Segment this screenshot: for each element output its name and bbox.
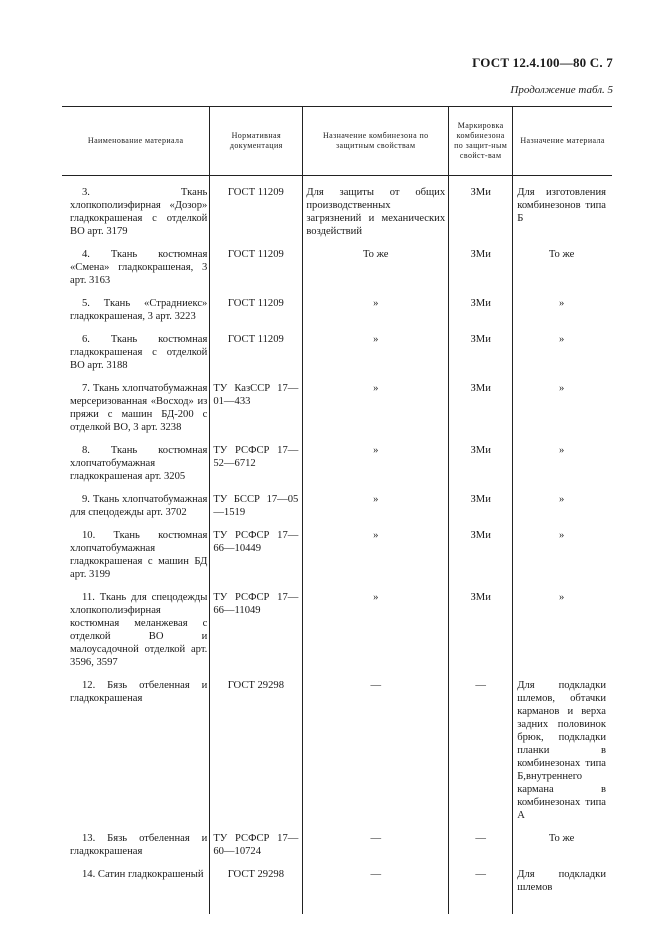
cell-material-name: 9. Ткань хлопчатобумажная для спецодежды арт. 3702	[70, 494, 208, 518]
cell-material-purpose: »	[513, 333, 612, 382]
table-row	[62, 444, 612, 493]
table-row	[62, 176, 612, 249]
cell-material-purpose: »	[513, 382, 612, 444]
header-material-purpose: Назначение материала	[513, 107, 612, 176]
cell-material-purpose: »	[513, 529, 612, 591]
cell-material-purpose: Для изготовления комбинезонов типа Б	[513, 176, 612, 249]
cell-material-name: 8. Ткань костюмная хлопчатобумажная гладкокрашеная арт. 3205	[70, 445, 208, 482]
cell-normative-doc: ГОСТ 11209	[210, 248, 303, 297]
header-coverall-purpose: Назначение комбинезона по защитным свойствам	[303, 107, 449, 176]
cell-coverall-purpose: »	[303, 297, 449, 333]
cell-marking: ЗМи	[449, 248, 513, 297]
cell-material-name: 11. Ткань для спецодежды хлопкополиэфирная костюмная меланжевая с отделкой ВО и малоусадочной отделкой арт. 3596, 3597	[70, 592, 208, 668]
cell-normative-doc: ТУ РСФСР 17—66—11049	[210, 591, 303, 679]
cell-coverall-purpose: То же	[303, 248, 449, 297]
header-normative-docs: Нормативная документация	[210, 107, 303, 176]
table-row	[62, 248, 612, 297]
cell-normative-doc: ГОСТ 11209	[210, 333, 303, 382]
table-row	[62, 382, 612, 444]
cell-coverall-purpose: Для защиты от общих производственных загрязнений и механических воздействий	[303, 176, 449, 249]
cell-marking: ЗМи	[449, 529, 513, 591]
cell-coverall-purpose: »	[303, 382, 449, 444]
cell-marking: —	[449, 832, 513, 868]
cell-marking: ЗМи	[449, 444, 513, 493]
cell-coverall-purpose: »	[303, 591, 449, 679]
cell-material-purpose: Для подкладки шлемов, обтачки карманов и верха задних половинок брюк, подкладки планки в комбинезонах типа Б,внутреннего кармана в комбинезонах типа А	[513, 679, 612, 832]
table-spacer-row	[62, 894, 612, 914]
cell-coverall-purpose: »	[303, 493, 449, 529]
cell-normative-doc: ГОСТ 29298	[210, 679, 303, 832]
cell-normative-doc: ТУ РСФСР 17—52—6712	[210, 444, 303, 493]
cell-material-name: 13. Бязь отбеленная и гладкокрашеная	[70, 833, 208, 857]
cell-coverall-purpose: —	[303, 679, 449, 832]
cell-normative-doc: ТУ КазССР 17—01—433	[210, 382, 303, 444]
cell-material-purpose: »	[513, 297, 612, 333]
cell-marking: —	[449, 868, 513, 894]
cell-normative-doc: ТУ БССР 17—05—1519	[210, 493, 303, 529]
header-coverall-marking: Маркировка комбинезона по защит-ным свойст-вам	[449, 107, 513, 176]
cell-material-name: 5. Ткань «Страдниекс» гладкокрашеная, 3 арт. 3223	[70, 298, 208, 322]
cell-material-name: 7. Ткань хлопчатобумажная мерсеризованная «Восход» из пряжи с машин БД-200 с отделкой ВО, 3 арт. 3238	[70, 383, 208, 433]
cell-coverall-purpose: »	[303, 529, 449, 591]
cell-normative-doc: ТУ РСФСР 17—66—10449	[210, 529, 303, 591]
cell-coverall-purpose: —	[303, 832, 449, 868]
cell-material-purpose: То же	[513, 832, 612, 868]
header-material-name: Наименование материала	[62, 107, 210, 176]
cell-material-purpose: »	[513, 493, 612, 529]
table-row	[62, 679, 612, 832]
cell-normative-doc: ГОСТ 11209	[210, 176, 303, 249]
cell-material-name: 4. Ткань костюмная «Смена» гладкокрашеная, 3 арт. 3163	[70, 249, 208, 286]
materials-table	[62, 106, 612, 893]
cell-normative-doc: ГОСТ 11209	[210, 297, 303, 333]
cell-material-name: 3. Ткань хлопкополиэфирная «Дозор» гладкокрашеная с отделкой ВО арт. 3179	[70, 187, 208, 237]
table-header-row	[62, 107, 612, 176]
table-row	[62, 493, 612, 529]
cell-marking: ЗМи	[449, 493, 513, 529]
table-row	[62, 297, 612, 333]
cell-marking: ЗМи	[449, 382, 513, 444]
page-title: ГОСТ 12.4.100—80 С. 7	[472, 55, 613, 70]
cell-coverall-purpose: »	[303, 333, 449, 382]
cell-material-purpose: »	[513, 444, 612, 493]
cell-material-name: 12. Бязь отбеленная и гладкокрашеная	[70, 680, 208, 704]
cell-coverall-purpose: —	[303, 868, 449, 894]
cell-material-name: 10. Ткань костюмная хлопчатобумажная гладкокрашеная с машин БД арт. 3199	[70, 530, 208, 580]
cell-coverall-purpose: »	[303, 444, 449, 493]
cell-material-purpose: То же	[513, 248, 612, 297]
cell-marking: ЗМи	[449, 591, 513, 679]
table-row	[62, 868, 612, 894]
cell-material-purpose: »	[513, 591, 612, 679]
table-row	[62, 333, 612, 382]
table-row	[62, 591, 612, 679]
table-continuation-label: Продолжение табл. 5	[510, 84, 613, 96]
cell-normative-doc: ГОСТ 29298	[210, 868, 303, 894]
cell-marking: ЗМи	[449, 297, 513, 333]
cell-marking: ЗМи	[449, 333, 513, 382]
cell-material-name: 14. Сатин гладкокрашеный	[82, 869, 204, 880]
cell-material-purpose: Для подкладки шлемов	[513, 868, 612, 894]
cell-marking: —	[449, 679, 513, 832]
cell-marking: ЗМи	[449, 176, 513, 249]
cell-material-name: 6. Ткань костюмная гладкокрашеная с отделкой ВО арт. 3188	[70, 334, 208, 371]
table-row	[62, 529, 612, 591]
cell-normative-doc: ТУ РСФСР 17—60—10724	[210, 832, 303, 868]
table-row	[62, 832, 612, 868]
